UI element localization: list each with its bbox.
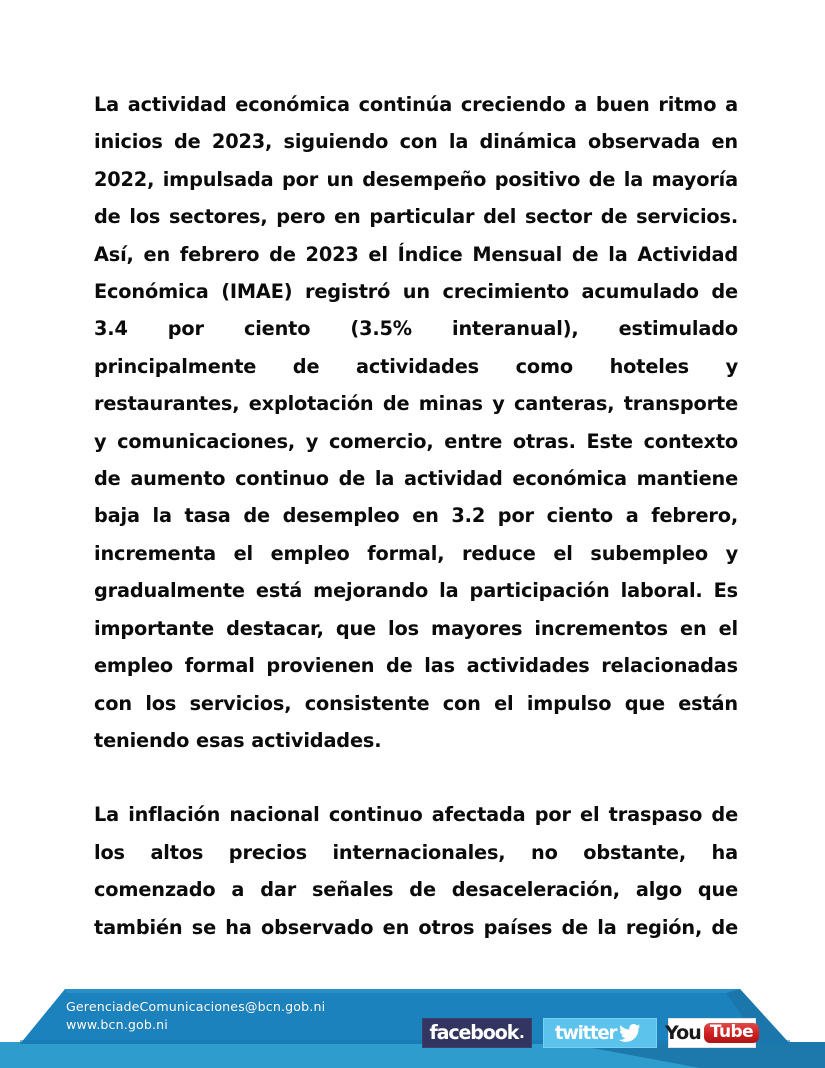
footer-contact-info xyxy=(66,998,325,1033)
social-links xyxy=(422,1018,756,1048)
document-body xyxy=(94,86,738,946)
banner-top-highlight xyxy=(65,989,742,993)
paragraph-2: La inflación nacional continuo afectada por el traspaso de los altos precios internacionales, no obstante, ha comenzado a dar señales de desaceleración, algo que también se ha observado en otros países de la región, de xyxy=(94,803,738,939)
youtube-you-label: You xyxy=(664,1022,701,1044)
footer-website[interactable]: www.bcn.gob.ni xyxy=(66,1016,168,1032)
paragraph-1: La actividad económica continúa creciendo a buen ritmo a inicios de 2023, siguiendo con la dinámica observada en 2022, impulsada por un desempeño positivo de la mayoría de los sectores, pero en particular del sector de servicios. Así, en febrero de 2023 el Índice Mensual de la Actividad Económica (IMAE) registró un crecimiento acumulado de 3.4 por ciento (3.5% interanual), estimulado principalmente de actividades como hoteles y restaurantes, explotación de minas y canteras, transporte y comunicaciones, y comercio, entre otras. Este contexto de aumento continuo de la actividad económica mantiene baja la tasa de desempleo en 3.2 por ciento a febrero, incrementa el empleo formal, reduce el subempleo y gradualmente está mejorando la participación laboral. Es importante destacar, que los mayores incrementos en el empleo formal provienen de las actividades relacionadas con los servicios, consistente con el impulso que están teniendo esas actividades. xyxy=(94,93,738,752)
footer-banner xyxy=(0,960,825,1068)
youtube-badge[interactable] xyxy=(664,1018,756,1048)
twitter-bird-icon xyxy=(619,1023,641,1043)
twitter-badge[interactable] xyxy=(543,1018,657,1048)
youtube-tube-label: Tube xyxy=(704,1023,759,1044)
footer-email[interactable]: GerenciadeComunicaciones@bcn.gob.ni xyxy=(66,999,326,1014)
twitter-label: twitter xyxy=(554,1022,617,1044)
facebook-badge[interactable] xyxy=(422,1018,532,1048)
paragraph-spacer xyxy=(94,759,738,796)
facebook-label: facebook xyxy=(429,1021,519,1045)
facebook-dot: . xyxy=(519,1022,525,1043)
